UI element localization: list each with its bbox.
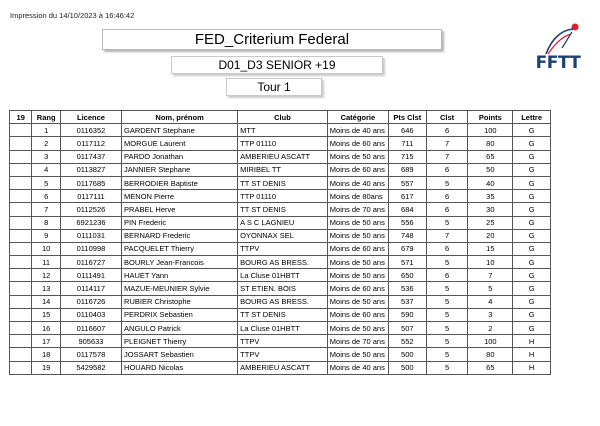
cell-categorie: Moins de 50 ans	[327, 348, 388, 361]
cell-lettre: G	[513, 137, 551, 150]
cell-rang: 17	[32, 335, 61, 348]
table-row	[10, 322, 551, 335]
cell-lettre: G	[513, 216, 551, 229]
cell-nom: GARDENT Stephane	[122, 124, 238, 137]
cell-points: 80	[468, 348, 513, 361]
table-row	[10, 229, 551, 242]
cell-licence: 0116607	[60, 322, 121, 335]
cell-pts-clst: 689	[388, 163, 426, 176]
cell-lettre: G	[513, 308, 551, 321]
cell-club: La Cluse 01HBTT	[238, 269, 328, 282]
cell-pts-clst: 500	[388, 348, 426, 361]
cell-clst: 5	[426, 308, 468, 321]
cell-clst: 6	[426, 269, 468, 282]
cell-licence: 0114117	[60, 282, 121, 295]
cell-clst: 5	[426, 361, 468, 374]
cell-club: TTP 01110	[238, 137, 328, 150]
header-categorie: Catégorie	[327, 111, 388, 124]
cell-corner	[10, 203, 32, 216]
cell-club: AMBERIEU ASCATT	[238, 150, 328, 163]
header-points: Points	[468, 111, 513, 124]
cell-club: TTPV	[238, 348, 328, 361]
cell-nom: RUBIER Christophe	[122, 295, 238, 308]
cell-points: 65	[468, 150, 513, 163]
cell-lettre: H	[513, 335, 551, 348]
cell-pts-clst: 711	[388, 137, 426, 150]
cell-corner	[10, 229, 32, 242]
cell-club: AMBERIEU ASCATT	[238, 361, 328, 374]
fftt-logo-text: FFTT	[535, 53, 581, 73]
cell-points: 40	[468, 176, 513, 189]
cell-pts-clst: 650	[388, 269, 426, 282]
cell-clst: 7	[426, 137, 468, 150]
cell-club: TTP 01110	[238, 190, 328, 203]
cell-club: TTPV	[238, 242, 328, 255]
cell-club: TT ST DENIS	[238, 176, 328, 189]
table-row	[10, 176, 551, 189]
cell-licence: 0116726	[60, 295, 121, 308]
cell-categorie: Moins de 60 ans	[327, 242, 388, 255]
cell-club: ST ETIEN. BOIS	[238, 282, 328, 295]
cell-clst: 6	[426, 163, 468, 176]
table-row	[10, 282, 551, 295]
cell-corner	[10, 282, 32, 295]
cell-licence: 0111031	[60, 229, 121, 242]
cell-clst: 5	[426, 256, 468, 269]
cell-nom: PERDRIX Sebastien	[122, 308, 238, 321]
cell-points: 5	[468, 282, 513, 295]
cell-nom: PIN Frederic	[122, 216, 238, 229]
cell-clst: 7	[426, 150, 468, 163]
cell-club: MIRIBEL TT	[238, 163, 328, 176]
cell-categorie: Moins de 60 ans	[327, 282, 388, 295]
cell-lettre: G	[513, 295, 551, 308]
table-row	[10, 216, 551, 229]
cell-nom: MAZUE-MEUNIER Sylvie	[122, 282, 238, 295]
cell-lettre: H	[513, 361, 551, 374]
cell-corner	[10, 361, 32, 374]
cell-clst: 5	[426, 322, 468, 335]
cell-points: 100	[468, 335, 513, 348]
cell-rang: 9	[32, 229, 61, 242]
cell-categorie: Moins de 50 ans	[327, 256, 388, 269]
cell-rang: 11	[32, 256, 61, 269]
cell-clst: 6	[426, 203, 468, 216]
cell-nom: MENON Pierre	[122, 190, 238, 203]
cell-corner	[10, 295, 32, 308]
cell-categorie: Moins de 80ans	[327, 190, 388, 203]
cell-pts-clst: 748	[388, 229, 426, 242]
cell-nom: ANGULO Patrick	[122, 322, 238, 335]
cell-pts-clst: 590	[388, 308, 426, 321]
cell-pts-clst: 617	[388, 190, 426, 203]
cell-categorie: Moins de 60 ans	[327, 163, 388, 176]
fftt-logo-icon	[526, 18, 596, 58]
cell-clst: 6	[426, 124, 468, 137]
cell-nom: PACQUELET Thierry	[122, 242, 238, 255]
cell-lettre: G	[513, 282, 551, 295]
division-label: D01_D3 SENIOR +19	[171, 56, 383, 74]
table-header-row	[10, 111, 551, 124]
header-nom: Nom, prénom	[122, 111, 238, 124]
cell-points: 25	[468, 216, 513, 229]
cell-lettre: G	[513, 190, 551, 203]
cell-nom: BOURLY Jean-Francois	[122, 256, 238, 269]
cell-points: 50	[468, 163, 513, 176]
cell-licence: 0117437	[60, 150, 121, 163]
cell-points: 20	[468, 229, 513, 242]
cell-pts-clst: 571	[388, 256, 426, 269]
cell-lettre: G	[513, 163, 551, 176]
cell-club: TT ST DENIS	[238, 308, 328, 321]
cell-categorie: Moins de 50 ans	[327, 322, 388, 335]
header-lettre: Lettre	[513, 111, 551, 124]
cell-rang: 7	[32, 203, 61, 216]
cell-rang: 14	[32, 295, 61, 308]
cell-corner	[10, 308, 32, 321]
cell-categorie: Moins de 50 ans	[327, 269, 388, 282]
cell-licence: 0117685	[60, 176, 121, 189]
cell-licence: 0111491	[60, 269, 121, 282]
cell-categorie: Moins de 40 ans	[327, 361, 388, 374]
cell-nom: JOSSART Sebastien	[122, 348, 238, 361]
print-timestamp: Impression du 14/10/2023 à 16:46:42	[10, 11, 135, 20]
cell-club: BOURG AS BRESS.	[238, 256, 328, 269]
cell-points: 2	[468, 322, 513, 335]
cell-rang: 16	[32, 322, 61, 335]
cell-pts-clst: 684	[388, 203, 426, 216]
cell-nom: MORGUE Laurent	[122, 137, 238, 150]
table-row	[10, 242, 551, 255]
cell-nom: HOUARD Nicolas	[122, 361, 238, 374]
cell-points: 7	[468, 269, 513, 282]
results-table	[9, 110, 551, 375]
cell-points: 10	[468, 256, 513, 269]
table-row	[10, 308, 551, 321]
cell-licence: 0110403	[60, 308, 121, 321]
cell-club: La Cluse 01HBTT	[238, 322, 328, 335]
cell-corner	[10, 137, 32, 150]
cell-rang: 5	[32, 176, 61, 189]
cell-categorie: Moins de 60 ans	[327, 137, 388, 150]
table-row	[10, 190, 551, 203]
table-row	[10, 269, 551, 282]
cell-categorie: Moins de 50 ans	[327, 150, 388, 163]
cell-clst: 5	[426, 176, 468, 189]
cell-categorie: Moins de 50 ans	[327, 216, 388, 229]
cell-rang: 19	[32, 361, 61, 374]
cell-club: MTT	[238, 124, 328, 137]
cell-points: 100	[468, 124, 513, 137]
fftt-logo	[526, 18, 596, 74]
cell-corner	[10, 256, 32, 269]
header-corner: 19	[10, 111, 32, 124]
cell-licence: 0112526	[60, 203, 121, 216]
cell-licence: 0110998	[60, 242, 121, 255]
cell-club: OYONNAX SEL	[238, 229, 328, 242]
cell-lettre: G	[513, 229, 551, 242]
table-row	[10, 124, 551, 137]
cell-corner	[10, 216, 32, 229]
cell-rang: 18	[32, 348, 61, 361]
competition-title: FED_Criterium Federal	[102, 29, 442, 50]
cell-lettre: G	[513, 256, 551, 269]
cell-corner	[10, 348, 32, 361]
cell-pts-clst: 556	[388, 216, 426, 229]
table-row	[10, 203, 551, 216]
cell-points: 80	[468, 137, 513, 150]
cell-pts-clst: 536	[388, 282, 426, 295]
cell-rang: 15	[32, 308, 61, 321]
cell-lettre: G	[513, 124, 551, 137]
cell-pts-clst: 715	[388, 150, 426, 163]
cell-corner	[10, 163, 32, 176]
cell-club: TT ST DENIS	[238, 203, 328, 216]
table-row	[10, 295, 551, 308]
cell-lettre: G	[513, 242, 551, 255]
cell-points: 65	[468, 361, 513, 374]
cell-clst: 7	[426, 229, 468, 242]
cell-pts-clst: 500	[388, 361, 426, 374]
header-clst: Clst	[426, 111, 468, 124]
cell-nom: BERRODIER Baptiste	[122, 176, 238, 189]
header-rang: Rang	[32, 111, 61, 124]
cell-rang: 6	[32, 190, 61, 203]
cell-licence: 0116352	[60, 124, 121, 137]
cell-clst: 5	[426, 348, 468, 361]
cell-corner	[10, 190, 32, 203]
cell-licence: 0117112	[60, 137, 121, 150]
cell-pts-clst: 557	[388, 176, 426, 189]
cell-clst: 6	[426, 242, 468, 255]
cell-pts-clst: 679	[388, 242, 426, 255]
cell-lettre: G	[513, 176, 551, 189]
cell-corner	[10, 176, 32, 189]
cell-licence: 0117578	[60, 348, 121, 361]
cell-categorie: Moins de 70 ans	[327, 203, 388, 216]
cell-nom: BERNARD Frederic	[122, 229, 238, 242]
table-row	[10, 361, 551, 374]
cell-categorie: Moins de 50 ans	[327, 295, 388, 308]
cell-categorie: Moins de 50 ans	[327, 229, 388, 242]
cell-categorie: Moins de 60 ans	[327, 308, 388, 321]
header-club: Club	[238, 111, 328, 124]
cell-lettre: G	[513, 150, 551, 163]
cell-club: BOURG AS BRESS.	[238, 295, 328, 308]
cell-nom: PARDO Jonathan	[122, 150, 238, 163]
cell-rang: 10	[32, 242, 61, 255]
cell-rang: 2	[32, 137, 61, 150]
cell-rang: 13	[32, 282, 61, 295]
cell-corner	[10, 124, 32, 137]
cell-clst: 5	[426, 295, 468, 308]
cell-club: A S C LAGNIEU	[238, 216, 328, 229]
cell-rang: 4	[32, 163, 61, 176]
cell-pts-clst: 507	[388, 322, 426, 335]
cell-clst: 5	[426, 216, 468, 229]
cell-corner	[10, 322, 32, 335]
table-row	[10, 137, 551, 150]
cell-lettre: G	[513, 203, 551, 216]
header-pts-clst: Pts Clst	[388, 111, 426, 124]
table-row	[10, 256, 551, 269]
cell-clst: 6	[426, 190, 468, 203]
cell-licence: 0116727	[60, 256, 121, 269]
cell-lettre: G	[513, 322, 551, 335]
cell-rang: 8	[32, 216, 61, 229]
cell-points: 4	[468, 295, 513, 308]
cell-corner	[10, 269, 32, 282]
cell-categorie: Moins de 70 ans	[327, 335, 388, 348]
cell-categorie: Moins de 40 ans	[327, 124, 388, 137]
table-row	[10, 348, 551, 361]
cell-pts-clst: 552	[388, 335, 426, 348]
cell-clst: 5	[426, 282, 468, 295]
cell-rang: 12	[32, 269, 61, 282]
cell-licence: 905633	[60, 335, 121, 348]
cell-licence: 0113827	[60, 163, 121, 176]
cell-licence: 0117111	[60, 190, 121, 203]
cell-categorie: Moins de 40 ans	[327, 176, 388, 189]
cell-pts-clst: 646	[388, 124, 426, 137]
cell-lettre: H	[513, 348, 551, 361]
cell-nom: PLEIGNET Thierry	[122, 335, 238, 348]
cell-lettre: G	[513, 269, 551, 282]
table-row	[10, 335, 551, 348]
cell-nom: JANNIER Stephane	[122, 163, 238, 176]
cell-rang: 1	[32, 124, 61, 137]
cell-nom: PRABEL Herve	[122, 203, 238, 216]
cell-club: TTPV	[238, 335, 328, 348]
table-row	[10, 163, 551, 176]
cell-points: 3	[468, 308, 513, 321]
cell-points: 30	[468, 203, 513, 216]
cell-points: 35	[468, 190, 513, 203]
cell-corner	[10, 335, 32, 348]
cell-licence: 5429582	[60, 361, 121, 374]
cell-clst: 5	[426, 335, 468, 348]
cell-points: 15	[468, 242, 513, 255]
cell-pts-clst: 537	[388, 295, 426, 308]
cell-corner	[10, 242, 32, 255]
cell-licence: 6921236	[60, 216, 121, 229]
tour-label: Tour 1	[226, 78, 322, 96]
cell-nom: HAUET Yann	[122, 269, 238, 282]
table-row	[10, 150, 551, 163]
header-licence: Licence	[60, 111, 121, 124]
cell-rang: 3	[32, 150, 61, 163]
cell-corner	[10, 150, 32, 163]
